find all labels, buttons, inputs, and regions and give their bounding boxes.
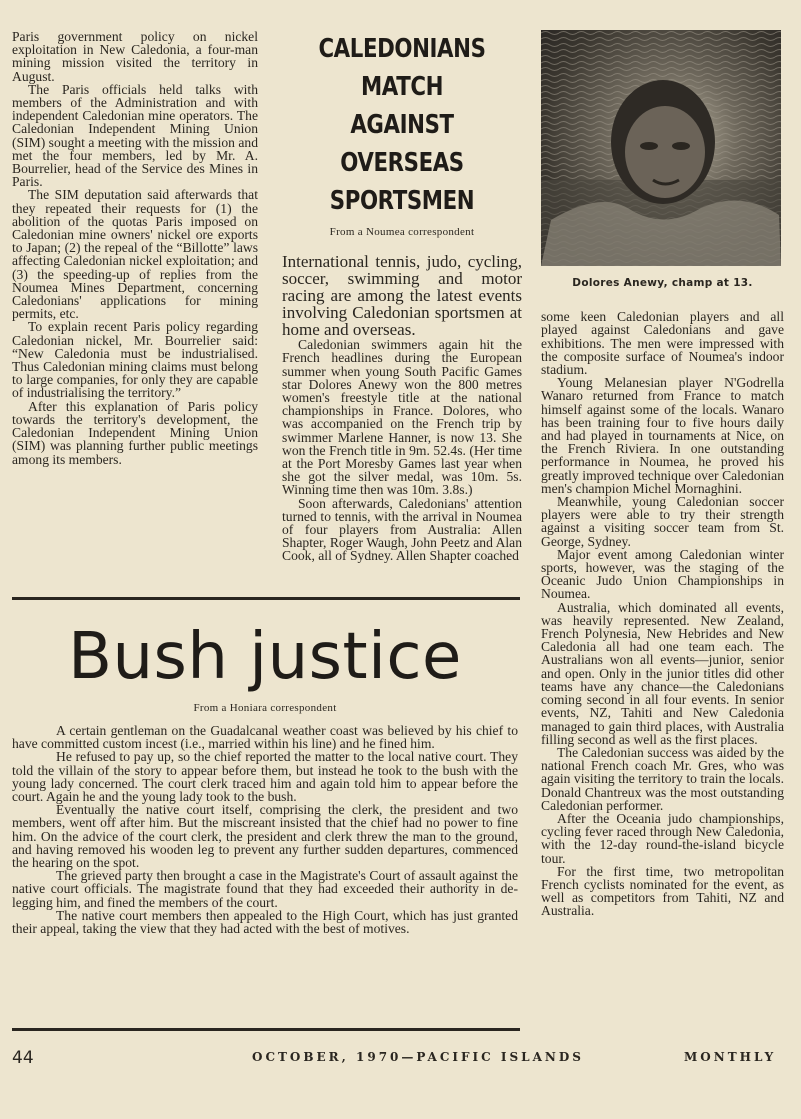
bush-body	[12, 724, 518, 935]
sports-paragraph: some keen Caledonian players and all played against Caledonians and gave exhibitions. The men were impressed with the composite surface of Noumea's indoor stadium.	[541, 309, 784, 378]
bush-paragraph: Eventually the native court itself, comprising the clerk, the president and two members, went off after him. But the miscreant insisted that the chief had no power to fine him. On the advice of the court clerk, the president and clerk threw the man to the ground, and having removed his wooden leg to prevent any further sudden departures, commenced the hearing on the spot.	[12, 802, 518, 871]
sports-headline	[286, 30, 519, 220]
page-number: 44	[12, 1048, 34, 1068]
section-rule-bottom	[12, 1028, 520, 1031]
sports-continuation	[541, 30, 784, 918]
headline-line: CALEDONIANS MATCH	[318, 34, 486, 102]
masthead-monthly: MONTHLY	[684, 1050, 777, 1064]
sports-paragraph: After the Oceania judo championships, cycling fever raced through New Caledonia, with the 12-day round-the-island bicycle tour.	[541, 810, 784, 866]
sports-paragraph: Australia, which dominated all events, was heavily represented. New Zealand, French Polynesia, New Hebrides and New Caledonia all had one team each. The Australians won all events—junior, senior and open. Only in the junior titles did other teams have any chance—the Caledonians coming second in all four events. In senior events, NZ, Tahiti and New Caledonia managed to gain third places, with Australia filling second as well as the first places.	[541, 599, 784, 747]
sports-article	[282, 30, 522, 563]
nickel-paragraph: The Paris officials held talks with members of the Administration and with independent Caledonian mine operators. The Caledonian Independent Mining Union (SIM) sought a meeting with the mission and met the four members, led by Mr. A. Bourrelier, head of the Service des Mines in Paris.	[12, 81, 258, 190]
masthead: OCTOBER, 1970—PACIFIC ISLANDS	[252, 1050, 584, 1064]
bush-justice-title: Bush justice	[68, 620, 462, 694]
bush-paragraph: The native court members then appealed to the High Court, which has just granted their appeal, taking the view that they had acted with the best of motives.	[12, 907, 518, 937]
bush-justice-article	[12, 608, 518, 935]
nickel-paragraph: After this explanation of Paris policy towards the territory's development, the Caledonian Independent Mining Union (SIM) was planning further public meetings among its members.	[12, 398, 258, 467]
headline-line: AGAINST OVERSEAS	[340, 110, 464, 178]
nickel-paragraph: The SIM deputation said afterwards that they repeated their requests for (1) the abolition of the quotas Paris imposed on Caledonian mine owners' nickel ore exports to Japan; (2) the repeal of the “Billotte” laws affecting Caledonian nickel exploitation; and (3) the speeding-up of replies from the Noumea Mines Department, concerning Caledonians' applications for mining permits, etc.	[12, 187, 258, 322]
bush-byline: From a Honiara correspondent	[193, 702, 337, 714]
sports-paragraph: Caledonian swimmers again hit the French headlines during the European summer when young South Pacific Games star Dolores Anewy won the 800 metres women's freestyle title at the national championships in France. Dolores, who was accompanied on the French trip by swimmer Marlene Hanner, is now 13. She won the French title in 9m. 52.4s. (Her time at the Port Moresby Games last year when she got the silver medal, was 10m. 5s. Winning time then was 10m. 3.8s.)	[282, 337, 522, 498]
nickel-article	[12, 30, 258, 466]
swimmer-photo	[541, 30, 781, 266]
bush-paragraph: The grieved party then brought a case in the Magistrate's Court of assault against the native court officials. The magistrate found that they had exceeded their authority in de-legging him, and fined the members of the court.	[12, 868, 518, 910]
page-footer	[12, 1046, 784, 1070]
bush-paragraph: He refused to pay up, so the chief reported the matter to the local native court. They told the villain of the story to appear before them, but instead he took to the bush with the young lady concerned. The court clerk traced him and again told him to appear before the court. Again he and the young lady took to the bush.	[12, 749, 518, 805]
section-rule-top	[12, 597, 520, 600]
nickel-paragraph: Paris government policy on nickel exploitation in New Caledonia, a four-man mining mission visited the territory in August.	[12, 29, 258, 84]
photo-caption: Dolores Anewy, champ at 13.	[572, 277, 753, 289]
sports-paragraph: The Caledonian success was aided by the national French coach Mr. Gres, who was again visiting the territory to train the locals. Donald Chantreux was the most outstanding Caledonian performer.	[541, 744, 784, 813]
sports-paragraph: Soon afterwards, Caledonians' attention turned to tennis, with the arrival in Noumea of four players from Australia: Allen Shapter, Roger Waugh, John Peetz and Alan Cook, all of Sydney. Allen Shapter coached	[282, 495, 522, 564]
bush-paragraph: A certain gentleman on the Guadalcanal weather coast was believed by his chief to have committed custom incest (i.e., married within his line) and he fined him.	[12, 723, 518, 752]
sports-paragraph: For the first time, two metropolitan French cyclists nominated for the event, as well as competitors from Tahiti, NZ and Australia.	[541, 863, 784, 919]
sports-paragraph: Young Melanesian player N'Godrella Wanaro returned from France to match himself against some of the locals. Wanaro has been training four to five hours daily and had played in tournaments at Nice, on the French Riviera. In one outstanding performance in Noumea, he proved his greatly improved technique over Caledonian men's champion Michel Mornaghini.	[541, 375, 784, 496]
sports-paragraph: Major event among Caledonian winter sports, however, was the staging of the Oceanic Judo Union Championships in Noumea.	[541, 546, 784, 602]
swimmer-illustration	[541, 30, 781, 266]
sports-lead: International tennis, judo, cycling, soccer, swimming and motor racing are among the latest events involving Caledonian sportsmen at home and overseas.	[282, 252, 522, 340]
headline-line: SPORTSMEN	[329, 186, 475, 216]
sports-paragraph: Meanwhile, young Caledonian soccer players were able to try their strength against a visiting soccer team from St. George, Sydney.	[541, 494, 784, 549]
nickel-paragraph: To explain recent Paris policy regarding Caledonian nickel, Mr. Bourrelier said: “New Caledonia must be industrialised. Thus Caledonian mining claims must belong to large companies, for only they are capable of industrialising the territory.”	[12, 319, 258, 401]
sports-byline: From a Noumea correspondent	[329, 226, 475, 238]
